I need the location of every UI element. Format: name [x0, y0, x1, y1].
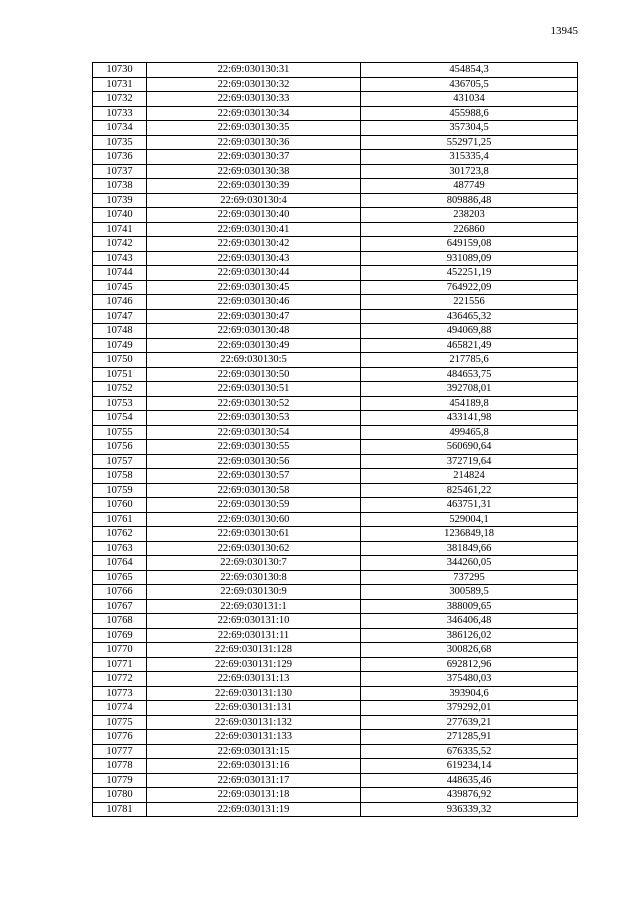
table-row	[93, 773, 578, 788]
cadastral-number-cell: 22:69:030130:56	[147, 454, 361, 469]
cadastral-number-cell: 22:69:030131:13	[147, 672, 361, 687]
row-number-cell: 10776	[93, 730, 147, 745]
row-number-cell: 10768	[93, 614, 147, 629]
row-number-cell: 10751	[93, 367, 147, 382]
cadastral-number-cell: 22:69:030130:60	[147, 512, 361, 527]
value-cell: 431034	[361, 92, 578, 107]
value-cell: 393904,6	[361, 686, 578, 701]
row-number-cell: 10746	[93, 295, 147, 310]
cadastral-number-cell: 22:69:030130:50	[147, 367, 361, 382]
row-number-cell: 10758	[93, 469, 147, 484]
cadastral-number-cell: 22:69:030130:40	[147, 208, 361, 223]
row-number-cell: 10754	[93, 411, 147, 426]
value-cell: 375480,03	[361, 672, 578, 687]
table-row	[93, 280, 578, 295]
cadastral-number-cell: 22:69:030131:132	[147, 715, 361, 730]
value-cell: 1236849,18	[361, 527, 578, 542]
table-row	[93, 295, 578, 310]
table-row	[93, 614, 578, 629]
value-cell: 214824	[361, 469, 578, 484]
cadastral-number-cell: 22:69:030131:129	[147, 657, 361, 672]
cadastral-number-cell: 22:69:030130:51	[147, 382, 361, 397]
table-row	[93, 324, 578, 339]
row-number-cell: 10775	[93, 715, 147, 730]
row-number-cell: 10763	[93, 541, 147, 556]
cadastral-number-cell: 22:69:030131:131	[147, 701, 361, 716]
row-number-cell: 10738	[93, 179, 147, 194]
value-cell: 277639,21	[361, 715, 578, 730]
row-number-cell: 10757	[93, 454, 147, 469]
cadastral-number-cell: 22:69:030130:44	[147, 266, 361, 281]
table-row	[93, 150, 578, 165]
value-cell: 433141,98	[361, 411, 578, 426]
value-cell: 619234,14	[361, 759, 578, 774]
row-number-cell: 10769	[93, 628, 147, 643]
value-cell: 300589,5	[361, 585, 578, 600]
cadastral-number-cell: 22:69:030130:62	[147, 541, 361, 556]
row-number-cell: 10739	[93, 193, 147, 208]
cadastral-number-cell: 22:69:030130:57	[147, 469, 361, 484]
value-cell: 454854,3	[361, 63, 578, 78]
cadastral-number-cell: 22:69:030130:39	[147, 179, 361, 194]
cadastral-number-cell: 22:69:030130:36	[147, 135, 361, 150]
value-cell: 381849,66	[361, 541, 578, 556]
table-row	[93, 701, 578, 716]
row-number-cell: 10737	[93, 164, 147, 179]
value-cell: 465821,49	[361, 338, 578, 353]
row-number-cell: 10745	[93, 280, 147, 295]
cadastral-number-cell: 22:69:030130:58	[147, 483, 361, 498]
table-row	[93, 657, 578, 672]
table-row	[93, 164, 578, 179]
table-row	[93, 63, 578, 78]
value-cell: 346406,48	[361, 614, 578, 629]
cadastral-number-cell: 22:69:030131:17	[147, 773, 361, 788]
row-number-cell: 10781	[93, 802, 147, 817]
value-cell: 439876,92	[361, 788, 578, 803]
value-cell: 494069,88	[361, 324, 578, 339]
value-cell: 463751,31	[361, 498, 578, 513]
cadastral-number-cell: 22:69:030130:54	[147, 425, 361, 440]
value-cell: 931089,09	[361, 251, 578, 266]
table-body	[93, 63, 578, 817]
data-table	[92, 62, 578, 817]
table-row	[93, 382, 578, 397]
table-row	[93, 396, 578, 411]
row-number-cell: 10736	[93, 150, 147, 165]
value-cell: 452251,19	[361, 266, 578, 281]
cadastral-number-cell: 22:69:030130:35	[147, 121, 361, 136]
cadastral-number-cell: 22:69:030130:45	[147, 280, 361, 295]
row-number-cell: 10778	[93, 759, 147, 774]
value-cell: 764922,09	[361, 280, 578, 295]
cadastral-number-cell: 22:69:030130:55	[147, 440, 361, 455]
table-row	[93, 425, 578, 440]
table-row	[93, 730, 578, 745]
table-row	[93, 570, 578, 585]
value-cell: 936339,32	[361, 802, 578, 817]
value-cell: 448635,46	[361, 773, 578, 788]
table-row	[93, 512, 578, 527]
table-row	[93, 222, 578, 237]
row-number-cell: 10732	[93, 92, 147, 107]
row-number-cell: 10740	[93, 208, 147, 223]
cadastral-number-cell: 22:69:030130:5	[147, 353, 361, 368]
table-row	[93, 179, 578, 194]
cadastral-number-cell: 22:69:030130:61	[147, 527, 361, 542]
value-cell: 344260,05	[361, 556, 578, 571]
cadastral-number-cell: 22:69:030130:4	[147, 193, 361, 208]
row-number-cell: 10767	[93, 599, 147, 614]
cadastral-number-cell: 22:69:030131:128	[147, 643, 361, 658]
value-cell: 737295	[361, 570, 578, 585]
row-number-cell: 10760	[93, 498, 147, 513]
table-row	[93, 541, 578, 556]
row-number-cell: 10756	[93, 440, 147, 455]
value-cell: 676335,52	[361, 744, 578, 759]
table-row	[93, 715, 578, 730]
cadastral-number-cell: 22:69:030131:16	[147, 759, 361, 774]
table-row	[93, 121, 578, 136]
table-row	[93, 527, 578, 542]
table-row	[93, 599, 578, 614]
value-cell: 692812,96	[361, 657, 578, 672]
cadastral-number-cell: 22:69:030130:48	[147, 324, 361, 339]
cadastral-number-cell: 22:69:030130:38	[147, 164, 361, 179]
row-number-cell: 10765	[93, 570, 147, 585]
row-number-cell: 10747	[93, 309, 147, 324]
table-row	[93, 483, 578, 498]
value-cell: 221556	[361, 295, 578, 310]
row-number-cell: 10733	[93, 106, 147, 121]
value-cell: 455988,6	[361, 106, 578, 121]
cadastral-number-cell: 22:69:030130:9	[147, 585, 361, 600]
row-number-cell: 10759	[93, 483, 147, 498]
table-row	[93, 672, 578, 687]
row-number-cell: 10780	[93, 788, 147, 803]
value-cell: 238203	[361, 208, 578, 223]
cadastral-number-cell: 22:69:030130:41	[147, 222, 361, 237]
cadastral-number-cell: 22:69:030131:130	[147, 686, 361, 701]
table-row	[93, 193, 578, 208]
cadastral-number-cell: 22:69:030130:49	[147, 338, 361, 353]
cadastral-number-cell: 22:69:030131:133	[147, 730, 361, 745]
row-number-cell: 10750	[93, 353, 147, 368]
table-row	[93, 92, 578, 107]
value-cell: 392708,01	[361, 382, 578, 397]
value-cell: 379292,01	[361, 701, 578, 716]
row-number-cell: 10762	[93, 527, 147, 542]
cadastral-number-cell: 22:69:030131:11	[147, 628, 361, 643]
table-row	[93, 353, 578, 368]
row-number-cell: 10752	[93, 382, 147, 397]
cadastral-number-cell: 22:69:030131:10	[147, 614, 361, 629]
row-number-cell: 10748	[93, 324, 147, 339]
value-cell: 560690,64	[361, 440, 578, 455]
row-number-cell: 10743	[93, 251, 147, 266]
row-number-cell: 10755	[93, 425, 147, 440]
cadastral-number-cell: 22:69:030130:31	[147, 63, 361, 78]
table-row	[93, 759, 578, 774]
cadastral-number-cell: 22:69:030130:7	[147, 556, 361, 571]
value-cell: 217785,6	[361, 353, 578, 368]
value-cell: 809886,48	[361, 193, 578, 208]
cadastral-number-cell: 22:69:030130:34	[147, 106, 361, 121]
page-number: 13945	[550, 25, 578, 37]
row-number-cell: 10753	[93, 396, 147, 411]
value-cell: 315335,4	[361, 150, 578, 165]
cadastral-number-cell: 22:69:030131:18	[147, 788, 361, 803]
value-cell: 436465,32	[361, 309, 578, 324]
cadastral-number-cell: 22:69:030130:46	[147, 295, 361, 310]
cadastral-number-cell: 22:69:030130:42	[147, 237, 361, 252]
cadastral-number-cell: 22:69:030130:32	[147, 77, 361, 92]
table-row	[93, 744, 578, 759]
table-row	[93, 585, 578, 600]
cadastral-number-cell: 22:69:030131:19	[147, 802, 361, 817]
value-cell: 487749	[361, 179, 578, 194]
value-cell: 825461,22	[361, 483, 578, 498]
cadastral-number-cell: 22:69:030130:8	[147, 570, 361, 585]
table-row	[93, 135, 578, 150]
value-cell: 271285,91	[361, 730, 578, 745]
row-number-cell: 10764	[93, 556, 147, 571]
cadastral-number-cell: 22:69:030130:37	[147, 150, 361, 165]
value-cell: 436705,5	[361, 77, 578, 92]
row-number-cell: 10735	[93, 135, 147, 150]
row-number-cell: 10772	[93, 672, 147, 687]
table-row	[93, 338, 578, 353]
row-number-cell: 10744	[93, 266, 147, 281]
value-cell: 529004,1	[361, 512, 578, 527]
row-number-cell: 10742	[93, 237, 147, 252]
value-cell: 301723,8	[361, 164, 578, 179]
row-number-cell: 10771	[93, 657, 147, 672]
table-row	[93, 628, 578, 643]
value-cell: 226860	[361, 222, 578, 237]
row-number-cell: 10774	[93, 701, 147, 716]
row-number-cell: 10749	[93, 338, 147, 353]
table-row	[93, 106, 578, 121]
row-number-cell: 10766	[93, 585, 147, 600]
cadastral-number-cell: 22:69:030131:1	[147, 599, 361, 614]
table-row	[93, 237, 578, 252]
cadastral-number-cell: 22:69:030131:15	[147, 744, 361, 759]
table-row	[93, 367, 578, 382]
table-row	[93, 208, 578, 223]
table-row	[93, 454, 578, 469]
table-row	[93, 411, 578, 426]
table-row	[93, 556, 578, 571]
row-number-cell: 10779	[93, 773, 147, 788]
cadastral-number-cell: 22:69:030130:52	[147, 396, 361, 411]
table-row	[93, 469, 578, 484]
row-number-cell: 10734	[93, 121, 147, 136]
row-number-cell: 10761	[93, 512, 147, 527]
cadastral-number-cell: 22:69:030130:53	[147, 411, 361, 426]
row-number-cell: 10731	[93, 77, 147, 92]
value-cell: 388009,65	[361, 599, 578, 614]
value-cell: 649159,08	[361, 237, 578, 252]
value-cell: 484653,75	[361, 367, 578, 382]
table-row	[93, 77, 578, 92]
value-cell: 552971,25	[361, 135, 578, 150]
row-number-cell: 10770	[93, 643, 147, 658]
row-number-cell: 10730	[93, 63, 147, 78]
table-row	[93, 643, 578, 658]
table-row	[93, 686, 578, 701]
value-cell: 386126,02	[361, 628, 578, 643]
value-cell: 499465,8	[361, 425, 578, 440]
table-row	[93, 802, 578, 817]
table-row	[93, 498, 578, 513]
cadastral-number-cell: 22:69:030130:59	[147, 498, 361, 513]
table-row	[93, 266, 578, 281]
row-number-cell: 10773	[93, 686, 147, 701]
row-number-cell: 10741	[93, 222, 147, 237]
value-cell: 372719,64	[361, 454, 578, 469]
table-row	[93, 251, 578, 266]
cadastral-number-cell: 22:69:030130:43	[147, 251, 361, 266]
value-cell: 454189,8	[361, 396, 578, 411]
cadastral-number-cell: 22:69:030130:47	[147, 309, 361, 324]
value-cell: 357304,5	[361, 121, 578, 136]
value-cell: 300826,68	[361, 643, 578, 658]
table-row	[93, 788, 578, 803]
table-row	[93, 440, 578, 455]
table-row	[93, 309, 578, 324]
cadastral-number-cell: 22:69:030130:33	[147, 92, 361, 107]
row-number-cell: 10777	[93, 744, 147, 759]
